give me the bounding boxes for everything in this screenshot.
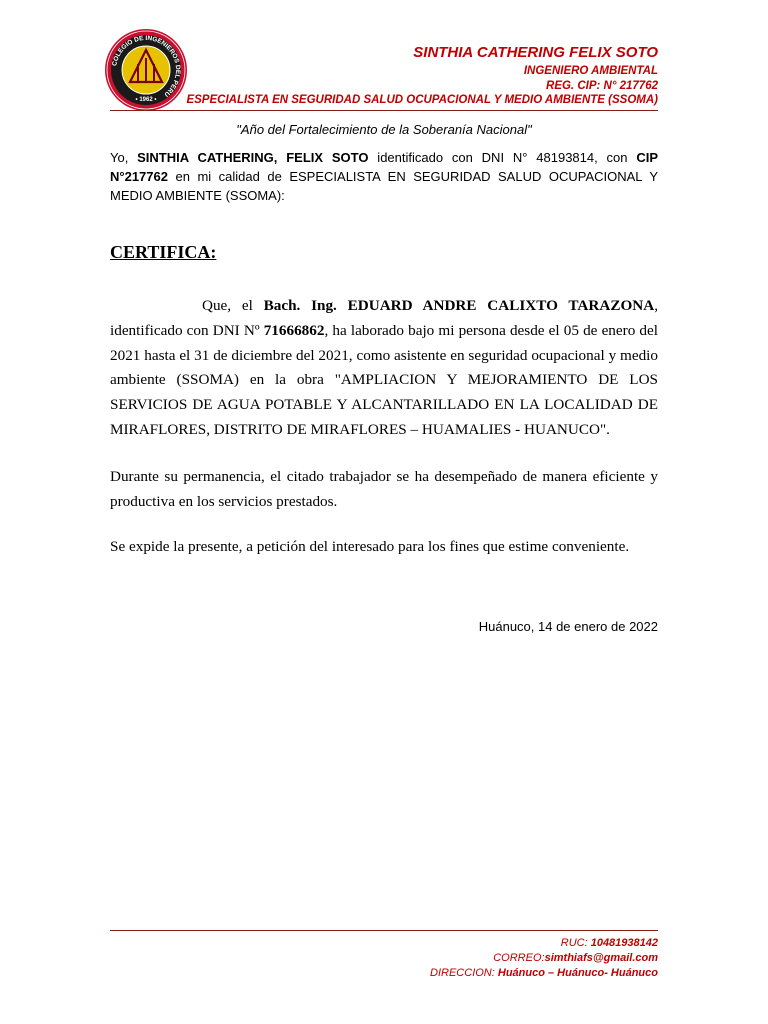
svg-text:• 1962 •: • 1962 •	[135, 97, 157, 103]
header-registration: REG. CIP: N° 217762	[546, 80, 658, 92]
email-label: CORREO:	[493, 952, 545, 964]
address-value: Huánuco – Huánuco- Huánuco	[497, 967, 658, 979]
p1-text-d: , identificado con DNI Nº	[110, 297, 658, 339]
intro-mid: identificado con DNI N° 48193814, con	[368, 150, 637, 165]
p1-text-f: , ha laborado bajo mi persona desde el 05 de enero del 2021 hasta el 31 de diciembre del 2021, como asistente en seguridad ocupacional y medio ambiente (SSOMA) en la obra "AMPLIACION Y MEJORAMIENTO DE LOS SERVICIOS DE AGUA POTABLE Y ALCANTARILLADO EN LA LOCALIDAD DE MIRAFLORES, DISTRITO DE MIRAFLORES – HUAMALIES - HUANUCO".	[110, 321, 658, 438]
intro-paragraph	[110, 148, 658, 205]
p1-worker-dni: 71666862	[263, 321, 325, 339]
p1-worker-name: EDUARD ANDRE CALIXTO TARAZONA	[347, 297, 655, 314]
intro-pre: Yo,	[110, 150, 138, 165]
year-motto: "Año del Fortalecimiento de la Soberanía Nacional"	[236, 122, 532, 137]
header-profession: INGENIERO AMBIENTAL	[523, 65, 658, 77]
intro-post: en mi calidad de ESPECIALISTA EN SEGURIDAD SALUD OCUPACIONAL Y MEDIO AMBIENTE (SSOMA):	[110, 169, 658, 203]
svg-text:COLEGIO DE INGENIEROS DEL PERU: COLEGIO DE INGENIEROS DEL PERU	[111, 34, 182, 98]
certifica-heading: CERTIFICA:	[110, 242, 217, 262]
issue-date: Huánuco, 14 de enero de 2022	[478, 619, 658, 634]
footer-email	[493, 952, 658, 964]
certificate-paragraph-3: Se expide la presente, a petición del interesado para los fines que estime conveniente.	[110, 538, 630, 555]
intro-name: SINTHIA CATHERING, FELIX SOTO	[137, 150, 369, 165]
certificate-paragraph-2: Durante su permanencia, el citado trabajador se ha desempeñado de manera eficiente y productiva en los servicios prestados.	[110, 468, 658, 510]
header-specialty: ESPECIALISTA EN SEGURIDAD SALUD OCUPACIONAL Y MEDIO AMBIENTE (SSOMA)	[186, 94, 658, 106]
email-value: simthiafs@gmail.com	[544, 952, 658, 964]
ruc-value: 10481938142	[590, 937, 658, 949]
header-name: SINTHIA CATHERING FELIX SOTO	[413, 44, 658, 61]
address-label: DIRECCION:	[430, 967, 498, 979]
footer-ruc	[561, 937, 658, 949]
p1-text-a: Que, el	[202, 297, 264, 314]
footer-address	[430, 967, 658, 979]
footer-divider	[110, 930, 658, 931]
certificate-paragraph-1	[110, 294, 658, 443]
ruc-label: RUC:	[560, 937, 591, 949]
colegio-ingenieros-seal-logo	[104, 28, 188, 112]
p1-degree: Bach. Ing.	[263, 297, 348, 314]
intro-cip: CIP N°217762	[110, 150, 658, 184]
header-divider	[110, 110, 658, 111]
